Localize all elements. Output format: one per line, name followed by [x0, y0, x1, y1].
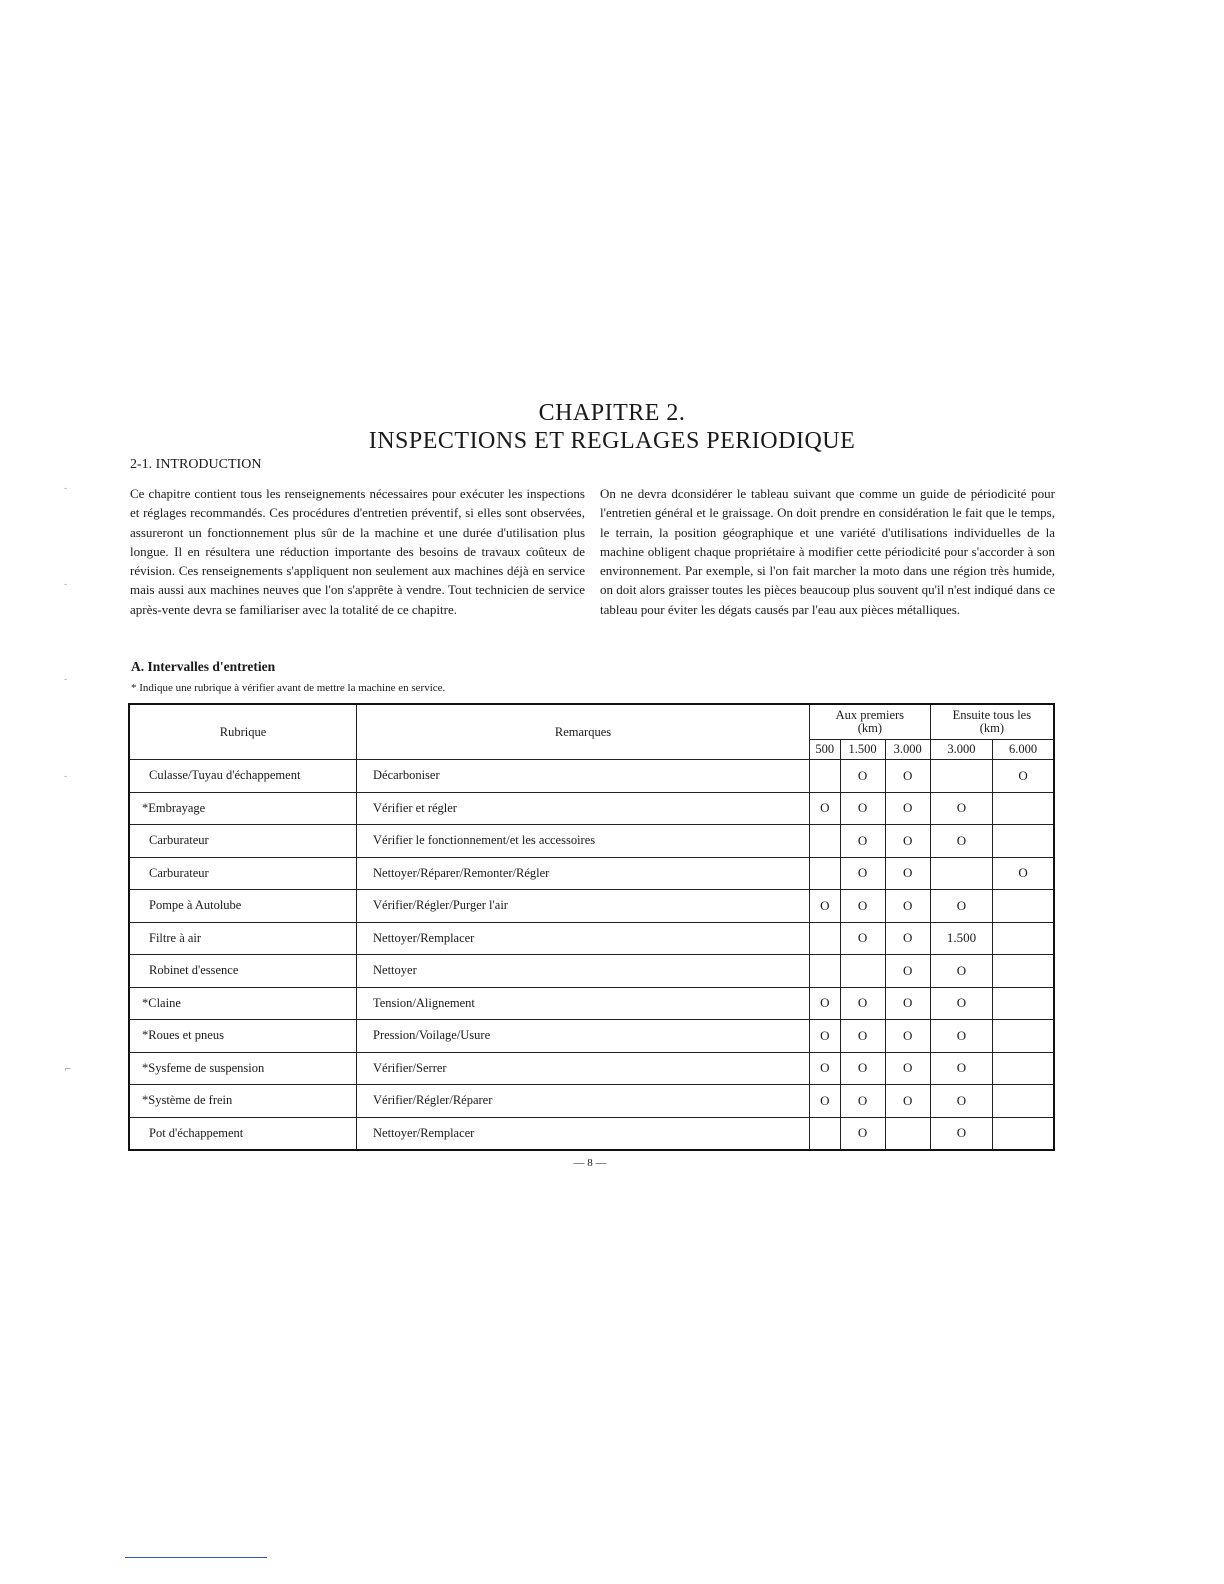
interval-mark: O — [840, 1052, 885, 1085]
interval-mark — [810, 922, 841, 955]
interval-mark — [810, 857, 841, 890]
interval-mark: O — [810, 1052, 841, 1085]
row-item: *Embrayage — [129, 792, 357, 825]
interval-mark — [840, 955, 885, 988]
interval-mark: O — [885, 1085, 930, 1118]
table-row — [129, 987, 1054, 1020]
row-remark: Vérifier le fonctionnement/et les accessoires — [357, 825, 810, 858]
row-remark: Nettoyer/Remplacer — [357, 1117, 810, 1150]
inspection-note: * Indique une rubrique à vérifier avant de mettre la machine en service. — [131, 682, 446, 694]
km-cell: 1.500 — [840, 740, 885, 760]
interval-mark — [993, 1085, 1054, 1118]
interval-mark: O — [930, 1020, 993, 1053]
scan-mark: - — [64, 772, 68, 782]
interval-mark: O — [840, 987, 885, 1020]
table-row — [129, 825, 1054, 858]
interval-mark: O — [885, 760, 930, 793]
interval-mark: O — [930, 955, 993, 988]
interval-mark — [993, 987, 1054, 1020]
header-first-intervals: Aux premiers (km) — [810, 704, 931, 740]
row-item: Culasse/Tuyau d'échappement — [129, 760, 357, 793]
interval-mark: O — [930, 1085, 993, 1118]
interval-mark — [930, 760, 993, 793]
interval-mark: O — [840, 1085, 885, 1118]
interval-mark: O — [810, 890, 841, 923]
row-item: Filtre à air — [129, 922, 357, 955]
header-rubrique: Rubrique — [129, 704, 357, 760]
page-number: — 8 — — [573, 1157, 607, 1169]
row-remark: Tension/Alignement — [357, 987, 810, 1020]
row-remark: Vérifier/Régler/Purger l'air — [357, 890, 810, 923]
row-item: Carburateur — [129, 825, 357, 858]
section-heading: 2-1. INTRODUCTION — [130, 457, 262, 472]
interval-mark — [993, 955, 1054, 988]
interval-mark: O — [993, 857, 1054, 890]
table-row — [129, 890, 1054, 923]
row-remark: Nettoyer — [357, 955, 810, 988]
row-item: *Claine — [129, 987, 357, 1020]
table-row — [129, 1085, 1054, 1118]
row-item: Robinet d'essence — [129, 955, 357, 988]
chapter-number: CHAPITRE 2. — [538, 400, 686, 426]
interval-mark: O — [810, 792, 841, 825]
km-cell: 3.000 — [930, 740, 993, 760]
interval-mark: O — [810, 987, 841, 1020]
table-row — [129, 922, 1054, 955]
interval-mark: O — [993, 760, 1054, 793]
interval-mark: 1.500 — [930, 922, 993, 955]
row-item: Carburateur — [129, 857, 357, 890]
scan-mark: - — [64, 484, 68, 494]
interval-mark — [930, 857, 993, 890]
row-remark: Nettoyer/Réparer/Remonter/Régler — [357, 857, 810, 890]
interval-mark: O — [885, 857, 930, 890]
table-row — [129, 857, 1054, 890]
interval-mark — [993, 1052, 1054, 1085]
interval-mark — [885, 1117, 930, 1150]
intro-paragraph-right: On ne devra dconsidérer le tableau suivant que comme un guide de périodicité pour l'entretien général et le graissage. On doit prendre en considération le fait que le temps, le terrain, la position géographique et une variété d'utilisations individuelles de la machine obligent chaque propriétaire à modifier cette périodicité pour s'accorder à son environnement. Par exemple, si l'on fait marcher la moto dans une région très humide, on doit alors graisser toutes les pièces beaucoup plus souvent qu'il n'est indiqué dans ce tableau pour éviter les dégats causés par l'eau aux pièces métalliques. — [600, 486, 1055, 617]
row-remark: Nettoyer/Remplacer — [357, 922, 810, 955]
interval-mark: O — [930, 1052, 993, 1085]
interval-mark — [810, 955, 841, 988]
table-row — [129, 792, 1054, 825]
interval-mark: O — [885, 955, 930, 988]
table-row — [129, 955, 1054, 988]
interval-mark — [993, 922, 1054, 955]
intro-paragraph-left: Ce chapitre contient tous les renseignements nécessaires pour exécuter les inspections et réglages recommandés. Ces procédures d'entretien préventif, si elles sont observées, assureront un fonctionnement plus sûr de la machine et une durée d'utilisation plus longue. Il en résultera une réduction importante des besoins de travaux coûteux de révision. Ces renseignements s'appliquent non seulement aux machines déjà en service mais aussi aux machines neuves que l'on s'apprête à vendre. Tout technicien de service après-vente devra se familiariser avec la totalité de ce chapitre. — [130, 486, 585, 617]
interval-mark — [810, 760, 841, 793]
interval-mark: O — [840, 922, 885, 955]
interval-mark: O — [840, 1020, 885, 1053]
interval-mark: O — [840, 760, 885, 793]
row-item: *Roues et pneus — [129, 1020, 357, 1053]
row-item: *Système de frein — [129, 1085, 357, 1118]
interval-mark: O — [930, 987, 993, 1020]
scan-mark: - — [64, 675, 68, 685]
interval-mark: O — [930, 825, 993, 858]
interval-mark: O — [840, 1117, 885, 1150]
interval-mark: O — [930, 792, 993, 825]
row-remark: Vérifier/Serrer — [357, 1052, 810, 1085]
header-remarques: Remarques — [357, 704, 810, 760]
km-cell: 500 — [810, 740, 841, 760]
interval-mark: O — [840, 857, 885, 890]
interval-mark — [993, 890, 1054, 923]
row-remark: Vérifier/Régler/Réparer — [357, 1085, 810, 1118]
row-item: Pompe à Autolube — [129, 890, 357, 923]
scan-mark: ⌐ — [64, 1065, 72, 1075]
row-remark: Pression/Voilage/Usure — [357, 1020, 810, 1053]
interval-mark: O — [885, 1052, 930, 1085]
interval-mark — [993, 825, 1054, 858]
subsection-heading: A. Intervalles d'entretien — [131, 659, 276, 674]
row-remark: Décarboniser — [357, 760, 810, 793]
interval-mark: O — [885, 890, 930, 923]
footer-line — [125, 1557, 267, 1558]
interval-mark: O — [810, 1020, 841, 1053]
interval-mark: O — [840, 792, 885, 825]
interval-mark — [993, 1020, 1054, 1053]
interval-mark — [810, 1117, 841, 1150]
chapter-title: INSPECTIONS ET REGLAGES PERIODIQUE — [368, 428, 856, 454]
table-row — [129, 1052, 1054, 1085]
interval-mark — [993, 792, 1054, 825]
header-after-intervals: Ensuite tous les (km) — [930, 704, 1054, 740]
interval-mark: O — [840, 890, 885, 923]
scan-mark: - — [64, 580, 68, 590]
interval-mark: O — [810, 1085, 841, 1118]
interval-mark: O — [930, 890, 993, 923]
row-item: *Sysfeme de suspension — [129, 1052, 357, 1085]
interval-mark: O — [840, 825, 885, 858]
interval-mark: O — [885, 825, 930, 858]
interval-mark: O — [885, 922, 930, 955]
interval-mark: O — [930, 1117, 993, 1150]
maintenance-table — [128, 703, 1055, 1151]
row-item: Pot d'échappement — [129, 1117, 357, 1150]
interval-mark — [993, 1117, 1054, 1150]
km-cell: 3.000 — [885, 740, 930, 760]
table-row — [129, 1020, 1054, 1053]
km-cell: 6.000 — [993, 740, 1054, 760]
interval-mark — [810, 825, 841, 858]
table-row — [129, 760, 1054, 793]
interval-mark: O — [885, 1020, 930, 1053]
interval-mark: O — [885, 987, 930, 1020]
table-row — [129, 1117, 1054, 1150]
interval-mark: O — [885, 792, 930, 825]
row-remark: Vérifier et régler — [357, 792, 810, 825]
